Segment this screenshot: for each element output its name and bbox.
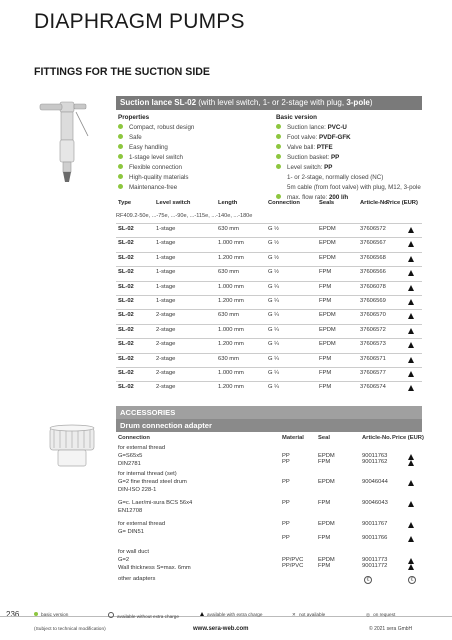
row-divider bbox=[116, 252, 422, 253]
triangle-icon bbox=[408, 299, 414, 305]
col-length: Length bbox=[218, 200, 238, 206]
half-circle-icon bbox=[108, 612, 114, 618]
property-text: High-quality materials bbox=[129, 174, 189, 181]
basic-version-item bbox=[276, 124, 347, 131]
accessory-row bbox=[116, 563, 422, 575]
accessory-row bbox=[116, 521, 422, 533]
cell-connection: G ¼ bbox=[268, 326, 279, 333]
connection-text: G=2 fine thread steel drum bbox=[118, 479, 187, 485]
basic-version-item bbox=[276, 184, 421, 191]
basic-version-label: Basic version bbox=[276, 114, 317, 121]
basic-version-value: 200 l/h bbox=[328, 194, 349, 201]
green-dot-icon bbox=[276, 154, 281, 159]
cell-length: 1.200 mm bbox=[218, 254, 244, 261]
article-cell: 90046044 bbox=[362, 479, 388, 485]
material-cell: PP/PVC bbox=[282, 557, 304, 563]
green-dot-icon bbox=[118, 164, 123, 169]
triangle-icon bbox=[408, 241, 414, 247]
row-divider bbox=[116, 381, 422, 382]
cell-length: 1.200 mm bbox=[218, 298, 244, 304]
row-divider bbox=[116, 281, 422, 282]
cell-connection: G ½ bbox=[268, 269, 279, 276]
cell-level: 2-stage bbox=[156, 370, 176, 376]
connection-text: for external thread bbox=[118, 445, 166, 451]
triangle-icon bbox=[408, 385, 414, 391]
connection-text: for external thread bbox=[118, 521, 166, 527]
triangle-icon bbox=[408, 371, 414, 377]
row-divider bbox=[116, 367, 422, 368]
article-cell: 90046043 bbox=[362, 500, 388, 506]
lance-table-row bbox=[116, 341, 422, 353]
cell-type: SL-02 bbox=[118, 269, 134, 276]
connection-text: EN12708 bbox=[118, 508, 143, 514]
cell-length: 1.200 mm bbox=[218, 384, 244, 391]
article-cell: 90011762 bbox=[362, 459, 388, 465]
properties-label: Properties bbox=[118, 114, 150, 121]
cell-type: SL-02 bbox=[118, 326, 134, 333]
article-cell: 90011772 bbox=[362, 563, 388, 569]
triangle-icon bbox=[200, 612, 204, 616]
cell-level: 2-stage bbox=[156, 312, 176, 319]
property-item bbox=[118, 184, 177, 191]
triangle-icon bbox=[408, 342, 414, 348]
on-request-icon: ◎ bbox=[366, 612, 371, 617]
cell-article: 37606570 bbox=[360, 312, 386, 319]
article-cell: 90011763 bbox=[362, 453, 388, 459]
basic-version-item bbox=[276, 154, 339, 161]
triangle-icon bbox=[408, 522, 414, 528]
cell-article: 37606566 bbox=[360, 269, 386, 276]
basic-version-item bbox=[276, 164, 332, 171]
footer-copyright: © 2021 sera GmbH bbox=[369, 626, 413, 632]
row-divider bbox=[116, 237, 422, 238]
green-dot-icon bbox=[118, 124, 123, 129]
lance-table-row bbox=[116, 226, 422, 238]
acc-col-seal: Seal bbox=[318, 435, 330, 441]
cell-level: 1-stage bbox=[156, 269, 176, 276]
seal-cell: FPM bbox=[318, 535, 331, 541]
property-item bbox=[118, 134, 142, 141]
triangle-icon bbox=[408, 227, 414, 233]
cell-connection: G ¼ bbox=[268, 283, 279, 290]
col-price: Price (EUR) bbox=[386, 200, 418, 206]
basic-version-label-text: Foot valve: bbox=[287, 134, 319, 141]
connection-text: Wall thickness S=max. 6mm bbox=[118, 565, 191, 571]
property-text: Compact, robust design bbox=[129, 124, 195, 131]
cell-level: 1-stage bbox=[156, 254, 176, 261]
cell-article: 37606571 bbox=[360, 355, 386, 362]
cell-connection: G ¼ bbox=[268, 341, 279, 348]
row-divider bbox=[116, 338, 422, 339]
cell-length: 630 mm bbox=[218, 355, 239, 362]
accessory-row bbox=[116, 459, 422, 471]
cell-seals: FPM bbox=[319, 355, 332, 362]
lance-table-row bbox=[116, 255, 422, 267]
connection-text: other adapters bbox=[118, 576, 156, 582]
page-title: DIAPHRAGM PUMPS bbox=[34, 10, 245, 33]
cell-seals: FPM bbox=[319, 283, 332, 290]
cross-icon: ✕ bbox=[292, 612, 296, 617]
cell-seals: EPDM bbox=[319, 312, 336, 319]
lance-table-row bbox=[116, 356, 422, 368]
material-cell: PP bbox=[282, 453, 290, 459]
cell-article: 37606568 bbox=[360, 254, 386, 261]
cell-article: 37606573 bbox=[360, 341, 386, 348]
material-cell: PP bbox=[282, 479, 290, 485]
basic-version-label-text: 5m cable (from foot valve) with plug, M12, 3-pole bbox=[287, 184, 421, 191]
accessory-row bbox=[116, 576, 422, 588]
basic-version-label-text: max. flow rate: bbox=[287, 194, 329, 201]
cell-seals: EPDM bbox=[319, 254, 336, 261]
legend-not-available-text: not available bbox=[298, 612, 326, 617]
cell-article: 37606569 bbox=[360, 298, 386, 304]
col-article: Article-No. bbox=[360, 200, 390, 206]
basic-version-item bbox=[276, 174, 383, 181]
triangle-icon bbox=[408, 357, 414, 363]
material-cell: PP/PVC bbox=[282, 563, 304, 569]
legend-not-available bbox=[292, 612, 325, 618]
connection-text: DIN2781 bbox=[118, 461, 141, 467]
property-text: Flexible connection bbox=[129, 164, 182, 171]
green-dot-icon bbox=[276, 194, 281, 199]
lance-table-row bbox=[116, 284, 422, 296]
basic-version-value: PVDF-GFK bbox=[318, 134, 351, 141]
cell-length: 1.000 mm bbox=[218, 370, 244, 376]
basic-version-value: PP bbox=[331, 154, 340, 161]
cell-level: 2-stage bbox=[156, 326, 176, 333]
lance-table-row bbox=[116, 312, 422, 324]
cell-article: 37606078 bbox=[360, 283, 386, 290]
triangle-icon bbox=[408, 480, 414, 486]
legend-extra bbox=[200, 612, 263, 617]
triangle-icon bbox=[408, 536, 414, 542]
connection-text: G=2 bbox=[118, 557, 130, 563]
cell-type: SL-02 bbox=[118, 226, 134, 232]
acc-col-connection: Connection bbox=[118, 435, 150, 441]
connection-text: G=c. Laer/mi-sura BCS 56x4 bbox=[118, 500, 193, 506]
footer-note: (Subject to technical modification) bbox=[34, 627, 106, 632]
page-number: 236 bbox=[6, 610, 20, 619]
cell-length: 1.000 mm bbox=[218, 283, 244, 290]
green-dot-icon bbox=[34, 612, 38, 616]
acc-col-article: Article-No. bbox=[362, 435, 392, 441]
basic-version-label-text: Valve ball: bbox=[287, 144, 317, 151]
cell-connection: G ¼ bbox=[268, 370, 279, 376]
accessories-heading: ACCESSORIES bbox=[116, 406, 422, 419]
seal-cell: EPDM bbox=[318, 479, 335, 485]
cell-article: 37606574 bbox=[360, 384, 386, 391]
basic-version-value: PP bbox=[324, 164, 333, 171]
cell-level: 2-stage bbox=[156, 355, 176, 362]
connection-text: for wall duct bbox=[118, 549, 149, 555]
lance-table-row bbox=[116, 384, 422, 396]
row-divider bbox=[116, 295, 422, 296]
heading-plug: 3-pole bbox=[346, 98, 370, 107]
acc-col-price: Price (EUR) bbox=[392, 435, 424, 441]
property-item bbox=[118, 154, 183, 161]
cell-length: 1.000 mm bbox=[218, 326, 244, 333]
cell-level: 1-stage bbox=[156, 240, 176, 247]
cell-level: 1-stage bbox=[156, 298, 176, 304]
accessory-row bbox=[116, 535, 422, 547]
basic-version-label-text: 1- or 2-stage, normally closed (NC) bbox=[287, 174, 384, 181]
article-cell: 90011767 bbox=[362, 521, 388, 527]
green-dot-icon bbox=[118, 174, 123, 179]
cell-connection: G ½ bbox=[268, 240, 279, 247]
row-divider bbox=[116, 309, 422, 310]
cell-seals: FPM bbox=[319, 384, 332, 391]
legend-no-charge-text: available without extra charge bbox=[117, 614, 180, 619]
cell-seals: EPDM bbox=[319, 240, 336, 247]
footer-website[interactable]: www.sera-web.com bbox=[193, 626, 249, 632]
accessory-row bbox=[116, 500, 422, 512]
seal-cell: EPDM bbox=[318, 557, 335, 563]
legend-basic-text: basic version bbox=[41, 612, 69, 617]
cell-level: 2-stage bbox=[156, 341, 176, 348]
triangle-icon bbox=[408, 564, 414, 570]
article-cell: 90011773 bbox=[362, 557, 388, 563]
row-divider bbox=[116, 266, 422, 267]
triangle-icon bbox=[408, 501, 414, 507]
material-cell: PP bbox=[282, 521, 290, 527]
cell-seals: EPDM bbox=[319, 341, 336, 348]
lance-table-row bbox=[116, 370, 422, 382]
green-dot-icon bbox=[276, 134, 281, 139]
green-dot-icon bbox=[276, 144, 281, 149]
page-subtitle: FITTINGS FOR THE SUCTION SIDE bbox=[34, 66, 210, 78]
triangle-icon bbox=[408, 270, 414, 276]
legend-on-request bbox=[366, 612, 395, 618]
cell-level: 1-stage bbox=[156, 226, 176, 232]
cell-length: 630 mm bbox=[218, 312, 239, 319]
heading-main: Suction lance SL-02 bbox=[120, 98, 197, 107]
triangle-icon bbox=[408, 460, 414, 466]
suction-lance-image bbox=[36, 96, 108, 186]
connection-text: DIN-ISO 228-1 bbox=[118, 487, 157, 493]
connection-text: G=S65x5 bbox=[118, 453, 143, 459]
property-item bbox=[118, 124, 194, 131]
seal-cell: FPM bbox=[318, 500, 331, 506]
row-divider bbox=[116, 223, 422, 224]
property-text: 1-stage level switch bbox=[129, 154, 183, 161]
cell-type: SL-02 bbox=[118, 240, 134, 247]
basic-version-item bbox=[276, 144, 333, 151]
heading-end: ) bbox=[369, 98, 373, 107]
green-dot-icon bbox=[118, 154, 123, 159]
triangle-icon bbox=[408, 313, 414, 319]
legend-basic bbox=[34, 612, 68, 617]
legend-on-request-text: on request bbox=[373, 612, 396, 617]
col-level: Level switch bbox=[156, 200, 191, 206]
triangle-icon bbox=[408, 256, 414, 262]
on-request-icon: € bbox=[364, 576, 372, 584]
lance-table-row bbox=[116, 327, 422, 339]
green-dot-icon bbox=[276, 164, 281, 169]
row-divider bbox=[116, 324, 422, 325]
cell-length: 630 mm bbox=[218, 226, 239, 232]
cell-seals: FPM bbox=[319, 269, 332, 276]
legend-extra-text: available with extra charge bbox=[207, 612, 263, 617]
col-seals: Seals bbox=[319, 200, 335, 206]
heading-sub: (with level switch, 1- or 2-stage with plug, bbox=[196, 98, 347, 107]
seal-cell: FPM bbox=[318, 563, 331, 569]
acc-col-material: Material bbox=[282, 435, 304, 441]
lance-table-header bbox=[116, 200, 422, 210]
cell-type: SL-02 bbox=[118, 355, 134, 362]
cell-connection: G ¼ bbox=[268, 384, 279, 391]
material-cell: PP bbox=[282, 459, 290, 465]
material-cell: PP bbox=[282, 500, 290, 506]
variants-note: RF409.2-50e, ...-75e, ...-90e, ...-115e, ...-140e, ...-180e bbox=[116, 213, 253, 219]
cell-level: 2-stage bbox=[156, 384, 176, 391]
cell-length: 1.200 mm bbox=[218, 341, 244, 348]
lance-table-row bbox=[116, 298, 422, 310]
property-item bbox=[118, 144, 168, 151]
triangle-icon bbox=[408, 285, 414, 291]
basic-version-label-text: Level switch: bbox=[287, 164, 325, 171]
cell-type: SL-02 bbox=[118, 312, 134, 319]
cell-length: 1.000 mm bbox=[218, 240, 244, 247]
cell-seals: FPM bbox=[319, 298, 332, 304]
material-cell: PP bbox=[282, 535, 290, 541]
legend-no-charge bbox=[108, 612, 179, 619]
drum-adapter-image bbox=[44, 420, 100, 476]
cell-seals: EPDM bbox=[319, 226, 336, 232]
basic-version-label-text: Suction lance: bbox=[287, 124, 328, 131]
cell-connection: G ½ bbox=[268, 254, 279, 261]
cell-connection: G ¼ bbox=[268, 355, 279, 362]
property-item bbox=[118, 174, 189, 181]
cell-connection: G ½ bbox=[268, 226, 279, 232]
property-item bbox=[118, 164, 182, 171]
cell-type: SL-02 bbox=[118, 283, 134, 290]
cell-length: 630 mm bbox=[218, 269, 239, 276]
cell-type: SL-02 bbox=[118, 370, 134, 376]
accessories-subheading: Drum connection adapter bbox=[116, 419, 422, 432]
cell-type: SL-02 bbox=[118, 254, 134, 261]
seal-cell: EPDM bbox=[318, 453, 335, 459]
on-request-icon: € bbox=[408, 576, 416, 584]
cell-seals: EPDM bbox=[319, 326, 336, 333]
cell-type: SL-02 bbox=[118, 341, 134, 348]
cell-type: SL-02 bbox=[118, 298, 134, 304]
basic-version-value: PTFE bbox=[316, 144, 333, 151]
accessory-row bbox=[116, 471, 422, 493]
basic-version-item bbox=[276, 134, 351, 141]
green-dot-icon bbox=[276, 124, 281, 129]
green-dot-icon bbox=[118, 144, 123, 149]
suction-lance-heading bbox=[116, 96, 422, 110]
cell-connection: G ¼ bbox=[268, 298, 279, 304]
triangle-icon bbox=[408, 328, 414, 334]
cell-type: SL-02 bbox=[118, 384, 134, 391]
property-text: Maintenance-free bbox=[129, 184, 178, 191]
cell-article: 37606567 bbox=[360, 240, 386, 247]
lance-table-row bbox=[116, 269, 422, 281]
seal-cell: EPDM bbox=[318, 521, 335, 527]
basic-version-label-text: Suction basket: bbox=[287, 154, 332, 161]
cell-connection: G ¼ bbox=[268, 312, 279, 319]
green-dot-icon bbox=[118, 184, 123, 189]
row-divider bbox=[116, 353, 422, 354]
connection-text: G= DIN51 bbox=[118, 529, 144, 535]
connection-text: for internal thread (set) bbox=[118, 471, 177, 477]
cell-level: 1-stage bbox=[156, 283, 176, 290]
cell-article: 37606577 bbox=[360, 370, 386, 376]
col-connection: Connection bbox=[268, 200, 300, 206]
cell-seals: FPM bbox=[319, 370, 332, 376]
green-dot-icon bbox=[118, 134, 123, 139]
lance-table-row bbox=[116, 240, 422, 252]
basic-version-value: PVC-U bbox=[327, 124, 347, 131]
property-text: Easy handling bbox=[129, 144, 168, 151]
property-text: Safe bbox=[129, 134, 142, 141]
col-type: Type bbox=[118, 200, 132, 206]
cell-article: 37606572 bbox=[360, 226, 386, 232]
seal-cell: FPM bbox=[318, 459, 331, 465]
article-cell: 90011766 bbox=[362, 535, 388, 541]
cell-article: 37606572 bbox=[360, 326, 386, 333]
